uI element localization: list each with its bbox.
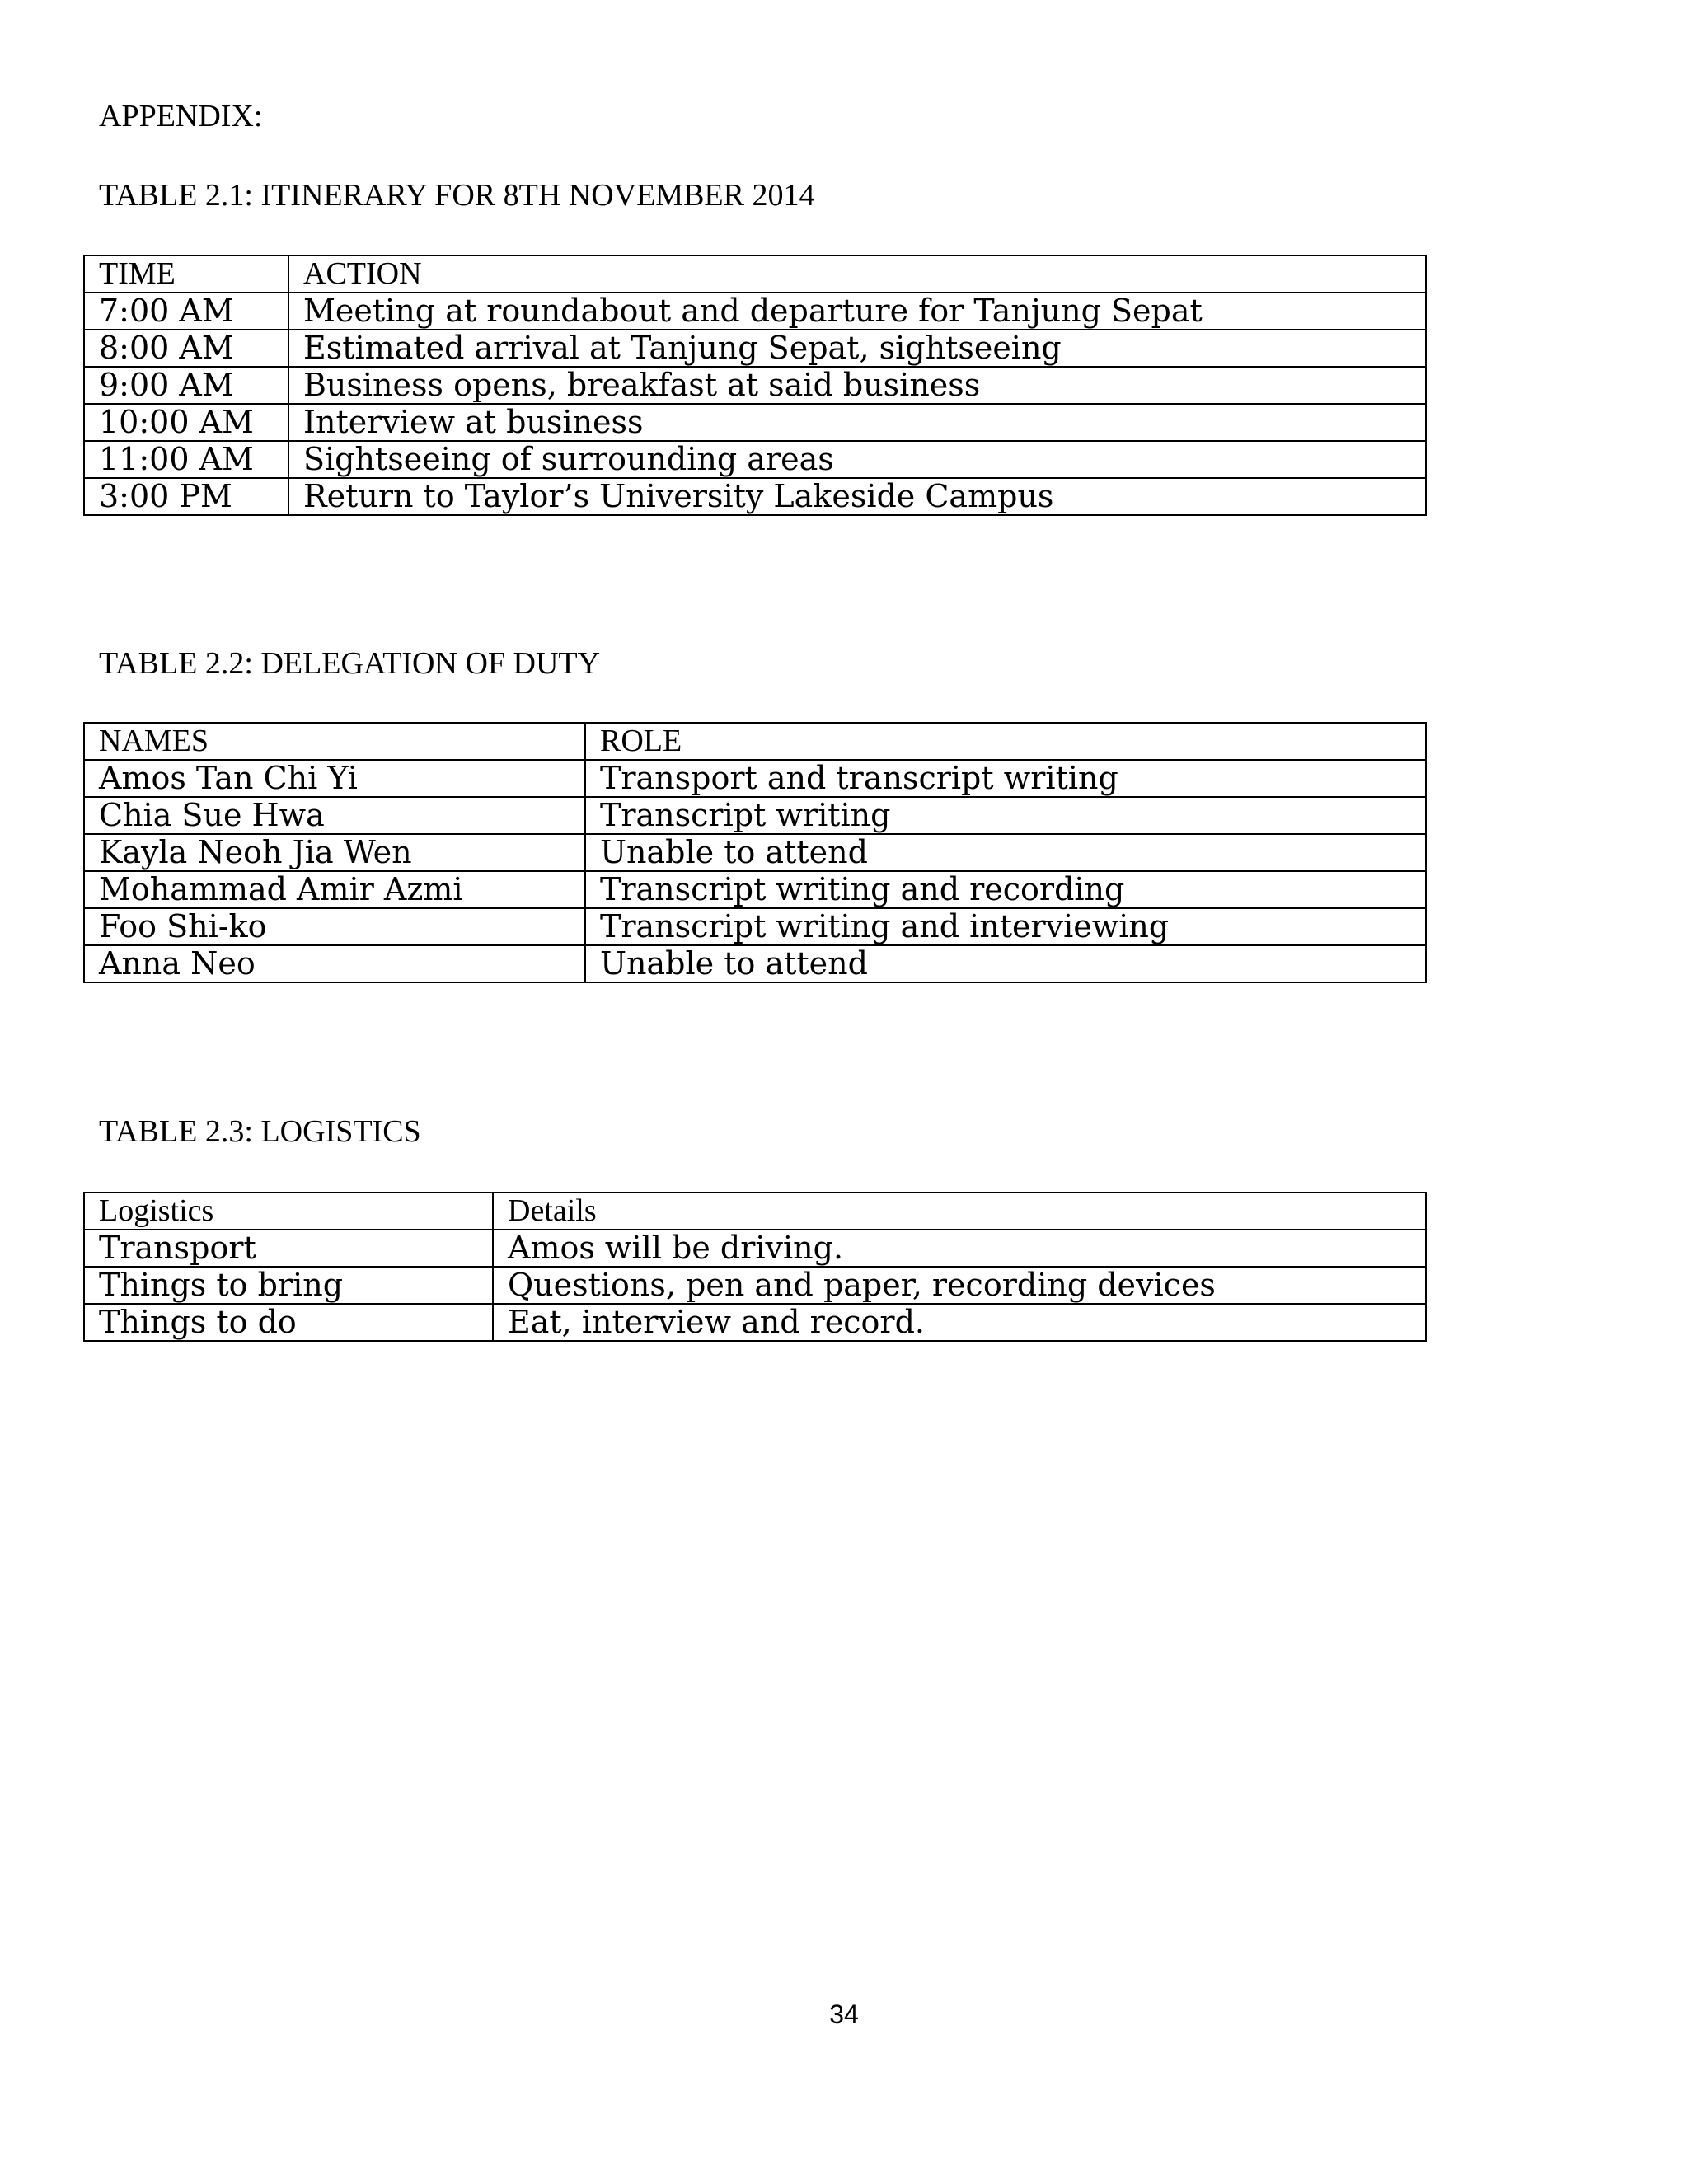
table-row (84, 330, 1426, 367)
table-row (84, 404, 1426, 441)
table-row (84, 834, 1426, 871)
table-row (84, 293, 1426, 330)
time-cell: 3:00 PM (84, 478, 288, 515)
time-cell: 11:00 AM (84, 441, 288, 478)
table-header-row (84, 723, 1426, 760)
details-cell: Amos will be driving. (493, 1230, 1426, 1267)
role-cell: Transcript writing and interviewing (585, 908, 1426, 945)
table-row (84, 908, 1426, 945)
table-caption-logistics: TABLE 2.3: LOGISTICS (99, 1114, 421, 1149)
column-header-details: Details (493, 1193, 1426, 1230)
role-cell: Unable to attend (585, 834, 1426, 871)
column-header-time: TIME (84, 255, 288, 293)
action-cell: Meeting at roundabout and departure for Tanjung Sepat (288, 293, 1426, 330)
details-cell: Questions, pen and paper, recording devices (493, 1267, 1426, 1304)
table-row (84, 478, 1426, 515)
time-cell: 9:00 AM (84, 367, 288, 404)
delegation-table (83, 722, 1427, 983)
table-header-row (84, 255, 1426, 293)
table-row (84, 367, 1426, 404)
logistics-cell: Things to bring (84, 1267, 493, 1304)
itinerary-table (83, 255, 1427, 516)
action-cell: Interview at business (288, 404, 1426, 441)
table-row (84, 760, 1426, 797)
name-cell: Kayla Neoh Jia Wen (84, 834, 585, 871)
details-cell: Eat, interview and record. (493, 1304, 1426, 1341)
table-caption-itinerary: TABLE 2.1: ITINERARY FOR 8TH NOVEMBER 2014 (99, 178, 815, 213)
table-row (84, 1267, 1426, 1304)
table-row (84, 441, 1426, 478)
time-cell: 8:00 AM (84, 330, 288, 367)
table-row (84, 871, 1426, 908)
column-header-action: ACTION (288, 255, 1426, 293)
role-cell: Transcript writing and recording (585, 871, 1426, 908)
role-cell: Transport and transcript writing (585, 760, 1426, 797)
name-cell: Amos Tan Chi Yi (84, 760, 585, 797)
role-cell: Transcript writing (585, 797, 1426, 834)
action-cell: Sightseeing of surrounding areas (288, 441, 1426, 478)
column-header-names: NAMES (84, 723, 585, 760)
name-cell: Foo Shi-ko (84, 908, 585, 945)
page-number: 34 (829, 1999, 859, 2029)
action-cell: Return to Taylor’s University Lakeside Campus (288, 478, 1426, 515)
time-cell: 7:00 AM (84, 293, 288, 330)
action-cell: Estimated arrival at Tanjung Sepat, sightseeing (288, 330, 1426, 367)
table-row (84, 1230, 1426, 1267)
time-cell: 10:00 AM (84, 404, 288, 441)
name-cell: Anna Neo (84, 945, 585, 982)
logistics-cell: Transport (84, 1230, 493, 1267)
name-cell: Chia Sue Hwa (84, 797, 585, 834)
table-row (84, 797, 1426, 834)
name-cell: Mohammad Amir Azmi (84, 871, 585, 908)
table-header-row (84, 1193, 1426, 1230)
logistics-table (83, 1192, 1427, 1342)
column-header-role: ROLE (585, 723, 1426, 760)
appendix-title: APPENDIX: (99, 99, 263, 134)
action-cell: Business opens, breakfast at said business (288, 367, 1426, 404)
table-row (84, 1304, 1426, 1341)
logistics-cell: Things to do (84, 1304, 493, 1341)
table-row (84, 945, 1426, 982)
role-cell: Unable to attend (585, 945, 1426, 982)
table-caption-delegation: TABLE 2.2: DELEGATION OF DUTY (99, 646, 601, 681)
column-header-logistics: Logistics (84, 1193, 493, 1230)
